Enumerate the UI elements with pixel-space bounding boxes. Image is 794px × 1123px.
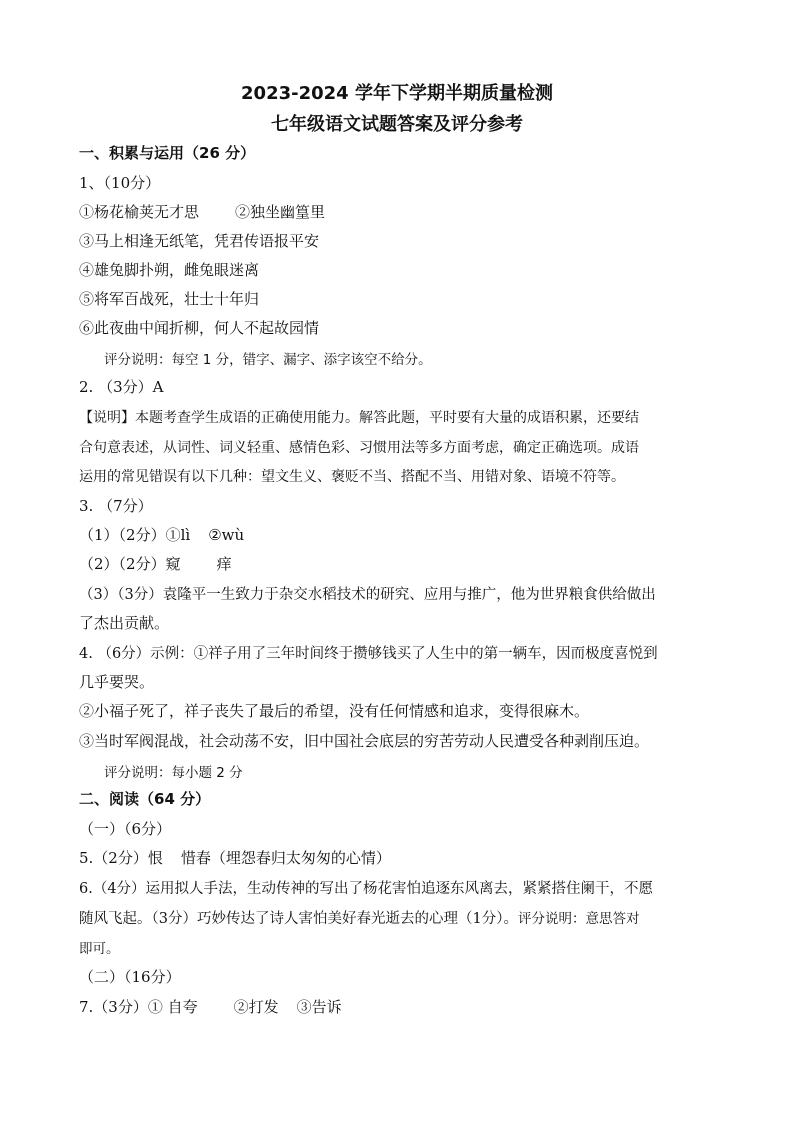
q3-part-3-line-1: （3）（3分）袁隆平一生致力于杂交水稻技术的研究、应用与推广，他为世界粮食供给做出 [79, 587, 656, 603]
q4-scoring-note: 评分说明：每小题 2 分 [104, 765, 243, 781]
q1-answer-6: ⑥此夜曲中闻折柳，何人不起故园情 [79, 319, 320, 337]
q5-answer [79, 847, 391, 868]
q1-answer-1: ①杨花榆荚无才思 [79, 203, 200, 221]
q1-answer-2: ②独坐幽篁里 [235, 203, 326, 221]
q3-part-1-a: （1）（2分）①lì [79, 526, 191, 544]
q4-line-4: ③当时军阀混战，社会动荡不安，旧中国社会底层的穷苦劳动人民遭受各种剥削压迫。 [79, 732, 650, 750]
q1-answer-row [79, 201, 325, 222]
q7-answer-1: 7.（3分）① 自夸 [79, 998, 198, 1016]
q7-answer [79, 996, 342, 1017]
q2-heading: 2. （3分）A [79, 378, 164, 396]
q3-part-1-b: ②wù [208, 526, 245, 544]
q2-explanation-line-3: 运用的常见错误有以下几种：望文生义、褒贬不当、搭配不当、用错对象、语境不符等。 [79, 469, 625, 485]
q1-heading: 1、（10分） [79, 174, 161, 192]
page-subtitle: 七年级语文试题答案及评分参考 [271, 114, 523, 135]
q6-line-1: 6.（4分）运用拟人手法，生动传神的写出了杨花害怕追逐东风离去，紧紧搭住阑干，不愿 [79, 881, 654, 897]
q3-part-3-line-2: 了杰出贡献。 [79, 614, 170, 632]
q5-answer-a: 5.（2分）恨 [79, 849, 163, 867]
section-heading-2: 二、阅读（64 分） [79, 790, 211, 808]
page-title: 2023-2024 学年下学期半期质量检测 [241, 83, 553, 104]
q3-part-2-a: （2）（2分）窥 [79, 555, 181, 573]
q1-answer-5: ⑤将军百战死，壮士十年归 [79, 290, 260, 308]
q6-line-3: 即可。 [79, 941, 120, 957]
q2-explanation-line-1: 【说明】本题考查学生成语的正确使用能力。解答此题，平时要有大量的成语积累，还要结 [79, 410, 639, 426]
part-2-heading: （二）（16分） [79, 968, 181, 986]
part-1-heading: （一）（6分） [79, 820, 172, 838]
q7-answer-3: ③告诉 [296, 998, 342, 1016]
q3-heading: 3. （7分） [79, 497, 153, 515]
q1-scoring-note: 评分说明：每空 1 分，错字、漏字、添字该空不给分。 [104, 352, 432, 368]
section-heading-1: 一、积累与运用（26 分） [79, 144, 256, 162]
q1-answer-4: ④雄兔脚扑朔，雌兔眼迷离 [79, 261, 260, 279]
q2-explanation-line-2: 合句意表述，从词性、词义轻重、感情色彩、习惯用法等多方面考虑，确定正确选项。成语 [79, 440, 639, 456]
q3-part-2-b: 痒 [216, 555, 232, 573]
q6-line-2-text: 随风飞起。（3分）巧妙传达了诗人害怕美好春光逝去的心理（1分）。 [79, 911, 518, 927]
q3-part-2 [79, 553, 232, 574]
q4-line-1: 4. （6分）示例：①祥子用了三年时间终于攒够钱买了人生中的第一辆车，因而极度喜悦到 [79, 646, 658, 662]
q4-line-3: ②小福子死了，祥子丧失了最后的希望，没有任何情感和追求，变得很麻木。 [79, 702, 590, 720]
q6-line-2 [79, 907, 639, 928]
q4-line-2: 几乎要哭。 [79, 673, 155, 691]
q6-scoring-note: 评分说明：意思答对 [517, 911, 640, 927]
q1-answer-3: ③马上相逢无纸笔，凭君传语报平安 [79, 232, 320, 250]
q3-part-1 [79, 524, 244, 545]
q7-answer-2: ②打发 [233, 998, 279, 1016]
q5-answer-b: 惜春（埋怨春归太匆匆的心情） [180, 849, 391, 867]
